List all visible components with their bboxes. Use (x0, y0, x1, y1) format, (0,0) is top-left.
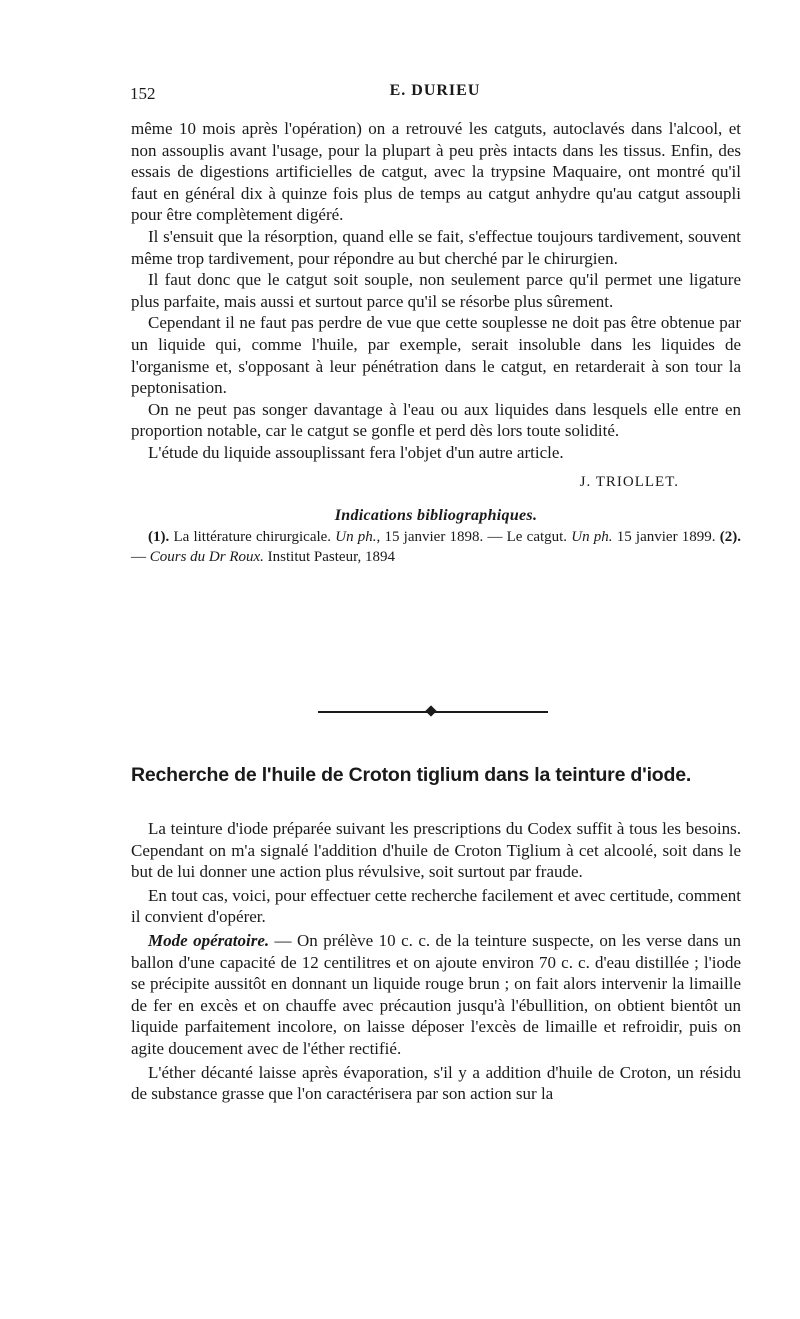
bibliography-entry (131, 527, 741, 567)
page-header (130, 80, 740, 108)
paragraph (131, 930, 741, 1060)
ref-text: , 15 janvier 1898. — Le catgut. (376, 528, 572, 545)
ref-number: (2). (719, 528, 741, 545)
paragraph: On ne peut pas songer davantage à l'eau ou aux liquides dans lesquels elle entre en proportion notable, car le catgut se gonfle et perd dès lors toute solidité. (131, 399, 741, 441)
ref-text: La littérature chirurgicale. (169, 528, 336, 545)
article-1-body (131, 118, 741, 567)
article-title: Recherche de l'huile de Croton tiglium dans la teinture d'iode. (131, 764, 692, 786)
paragraph: Il s'ensuit que la résorption, quand elle se fait, s'effectue toujours tardivement, souvent même trop tardivement, pour répondre au but cherché par le chirurgien. (131, 226, 741, 268)
paragraph: L'éther décanté laisse après évaporation, s'il y a addition d'huile de Croton, un résidu de substance grasse que l'on caractérisera par son action sur la (131, 1062, 741, 1104)
ref-journal: Un ph. (335, 528, 377, 545)
paragraph: même 10 mois après l'opération) on a retrouvé les catguts, autoclavés dans l'alcool, et non assouplis avant l'usage, pour la plupart à peu près intacts dans les tissus. Enfin, des essais de digestions artificielles de catgut, avec la trypsine Maquaire, ont montré qu'il faut en général dix à quinze fois plus de temps au catgut anhydre qu'au catgut assoupli pour être complètement digéré. (131, 119, 741, 225)
paragraph: Il faut donc que le catgut soit souple, non seulement parce qu'il permet une ligature plus parfaite, mais aussi et surtout parce qu'il se résorbe plus sûrement. (131, 270, 741, 311)
diamond-ornament-icon (425, 705, 436, 716)
author-signature: J. TRIOLLET. (579, 473, 679, 490)
article-2-body (131, 818, 741, 1105)
ref-text: 15 janvier 1899. (612, 528, 720, 545)
ref-number: (1). (148, 528, 170, 545)
paragraph: En tout cas, voici, pour effectuer cette recherche facilement et avec certitude, comment il convient d'opérer. (131, 885, 741, 927)
bibliography-heading: Indications bibliographiques. (334, 507, 538, 525)
paragraph: L'étude du liquide assouplissant fera l'objet d'un autre article. (148, 442, 564, 462)
mode-text: — On prélève 10 c. c. de la teinture suspecte, on les verse dans un ballon d'une capacité de 12 centilitres et on ajoute environ 70 c. c. d'eau distillée ; l'iode se précipite aussitôt en donnant un liquide rouge brun ; on fait alors intervenir la limaille de fer en excès et on chauffe avec précaution jusqu'à l'ébullition, on obtient bientôt un liquide parfaitement incolore, on laisse déposer l'excès de limaille et refroidir, puis on agite doucement avec de l'éther rectifié. (131, 930, 741, 1058)
running-head: E. DURIEU (389, 82, 481, 99)
ref-work: Cours du Dr Roux. (149, 548, 264, 565)
page-number: 152 (130, 84, 156, 103)
ref-text: — (131, 548, 150, 565)
paragraph: La teinture d'iode préparée suivant les prescriptions du Codex suffit à tous les besoins. Cependant on m'a signalé l'addition d'huile de Croton Tiglium à cet alcoolé, soit dans le but de lui donner une action plus révulsive, soit surtout par fraude. (131, 819, 741, 882)
paragraph: Cependant il ne faut pas perdre de vue que cette souplesse ne doit pas être obtenue par un liquide qui, comme l'huile, par exemple, serait insoluble dans les liquides de l'organisme et, s'opposant à leur pénétration dans le catgut, en retarderait à son tour la peptonisation. (131, 313, 741, 398)
mode-label: Mode opératoire. (148, 930, 270, 950)
ref-text: Institut Pasteur, 1894 (263, 548, 395, 565)
ref-journal: Un ph. (571, 528, 613, 545)
section-divider (318, 706, 548, 718)
